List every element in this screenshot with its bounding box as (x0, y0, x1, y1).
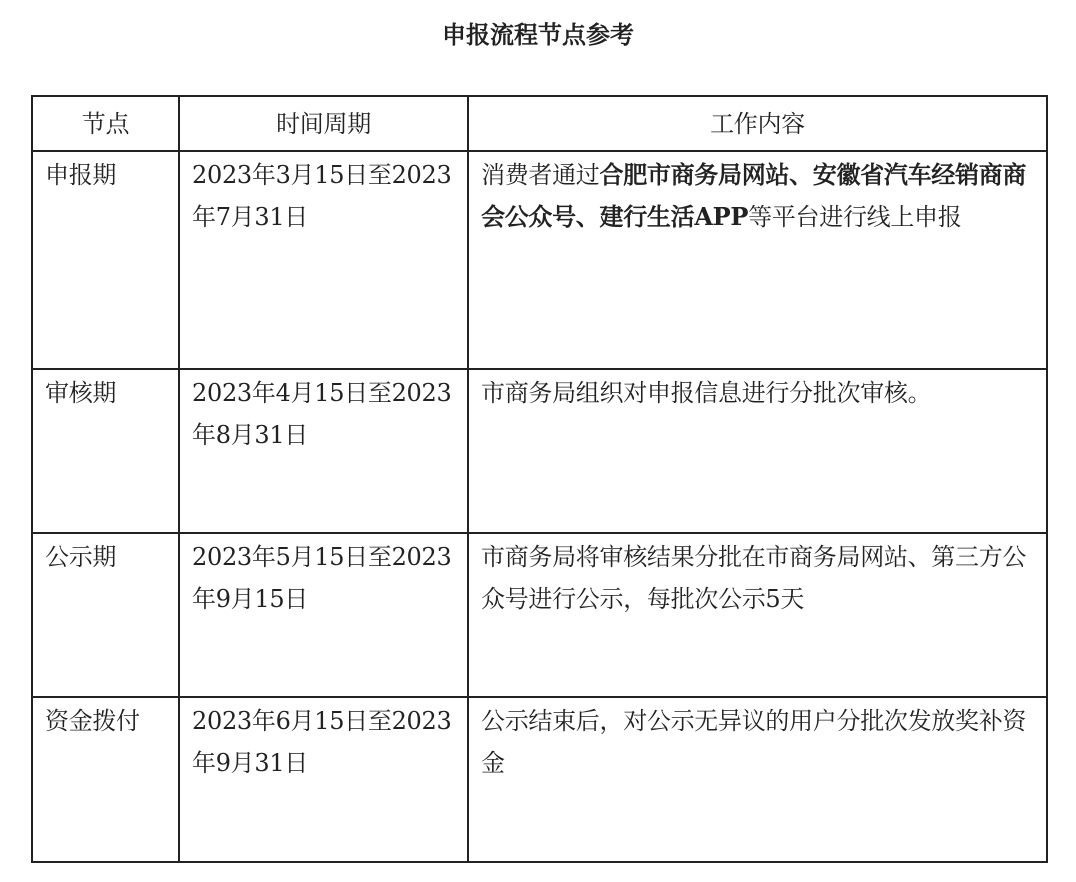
content-text: 等平台进行线上申报 (748, 203, 962, 231)
table-header-row (32, 96, 1047, 151)
table-row (32, 697, 1047, 862)
page-title: 申报流程节点参考 (442, 21, 634, 49)
header-period: 时间周期 (179, 96, 468, 151)
content-text: 消费者通过 (481, 161, 600, 189)
node-cell: 申报期 (32, 151, 179, 369)
header-node: 节点 (32, 96, 179, 151)
schedule-table (31, 95, 1048, 863)
app-label: APP (694, 202, 749, 231)
table-row (32, 151, 1047, 369)
content-cell (468, 151, 1047, 369)
table-row (32, 369, 1047, 533)
node-cell: 审核期 (32, 369, 179, 533)
table-row (32, 533, 1047, 697)
content-cell: 市商务局将审核结果分批在市商务局网站、第三方公众号进行公示，每批次公示5天 (468, 533, 1047, 697)
period-cell: 2023年4月15日至2023年8月31日 (179, 369, 468, 533)
content-cell: 市商务局组织对申报信息进行分批次审核。 (468, 369, 1047, 533)
header-content: 工作内容 (468, 96, 1047, 151)
node-cell: 资金拨付 (32, 697, 179, 862)
content-cell: 公示结束后，对公示无异议的用户分批次发放奖补资金 (468, 697, 1047, 862)
period-cell: 2023年6月15日至2023年9月31日 (179, 697, 468, 862)
platform-names: 合肥市商务局网站、安徽省汽车经销商商会公众号、建行生活 (481, 160, 1027, 231)
node-cell: 公示期 (32, 533, 179, 697)
period-cell: 2023年3月15日至2023年7月31日 (179, 151, 468, 369)
period-cell: 2023年5月15日至2023年9月15日 (179, 533, 468, 697)
